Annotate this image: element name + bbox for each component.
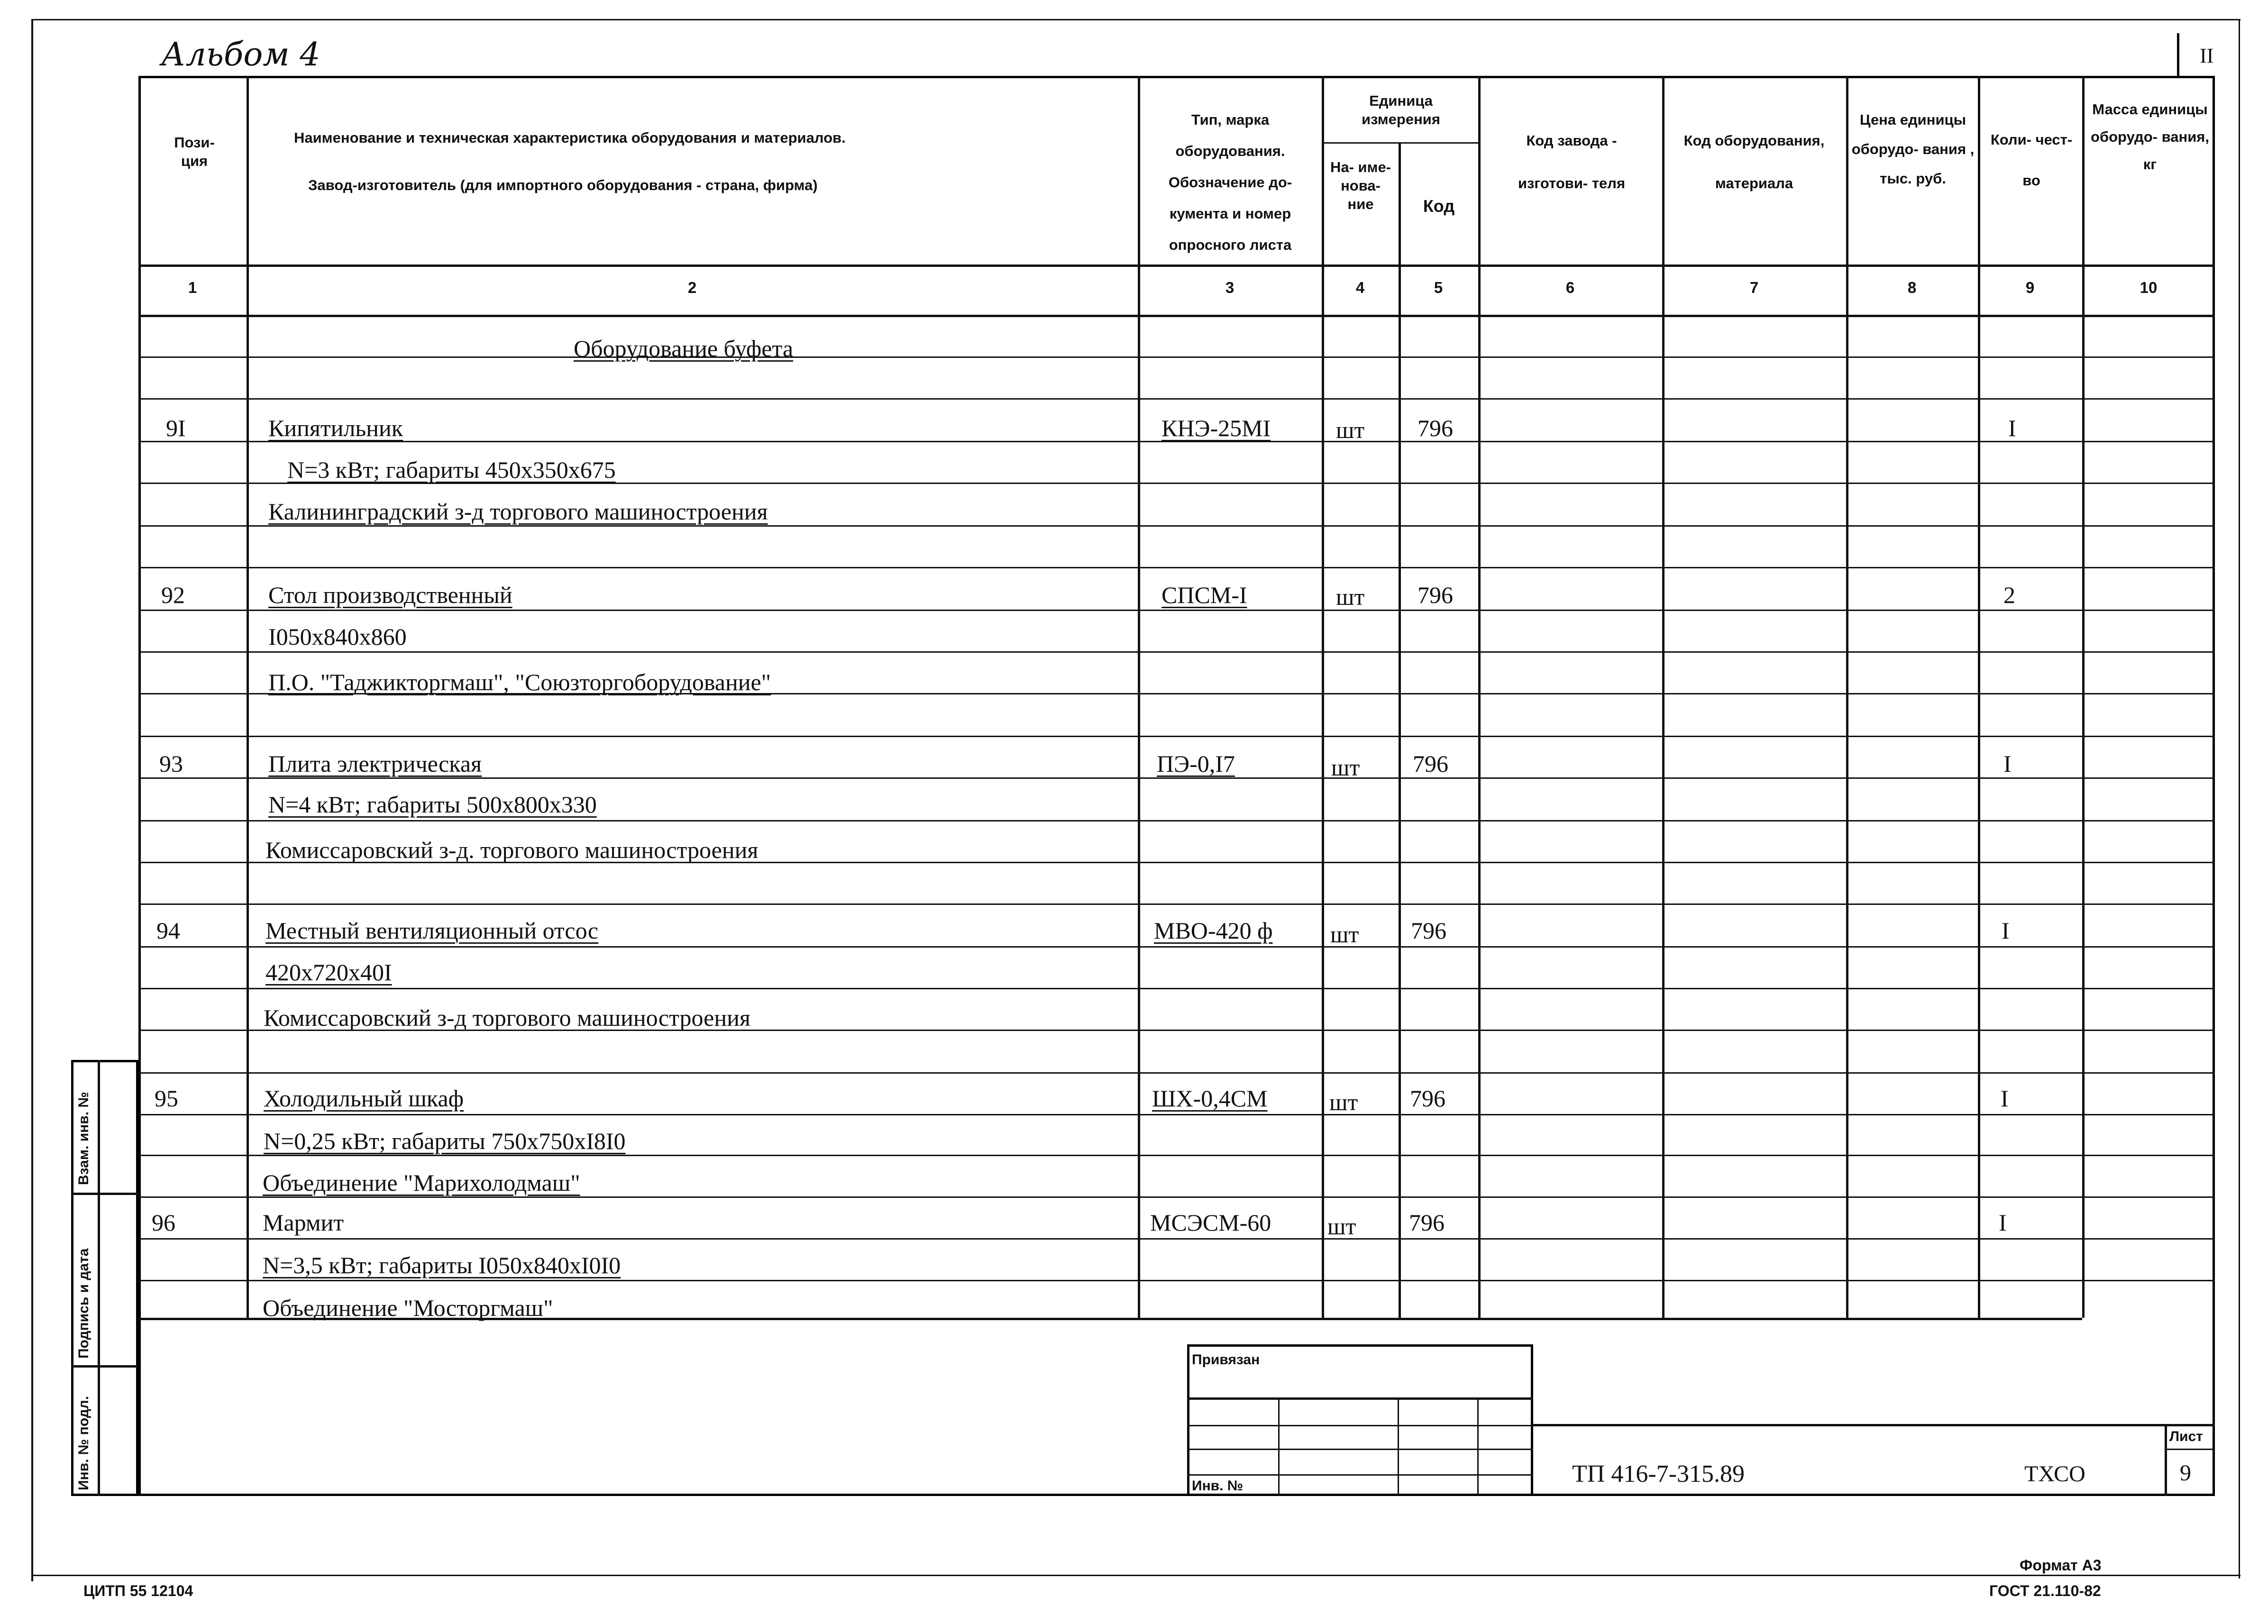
stamp-col-1 — [1278, 1397, 1280, 1496]
side-stamp-divider — [98, 1060, 100, 1496]
colnum-1: 1 — [188, 279, 197, 296]
row-position: 95 — [155, 1085, 178, 1112]
row-spec: N=4 кВт; габариты 500х800х330 — [268, 791, 597, 818]
row-qty: I — [2001, 1085, 2009, 1112]
col-line-1 — [247, 76, 249, 1318]
row-code: 796 — [1411, 917, 1446, 944]
footer-print-code: ЦИТП 55 12104 — [83, 1582, 193, 1599]
inv-no-label: Инв. № — [1192, 1478, 1244, 1494]
footer-gost: ГОСТ 21.110-82 — [1989, 1582, 2101, 1599]
row-code: 796 — [1410, 1085, 1445, 1112]
row-position: 9I — [166, 415, 186, 441]
sheet-label: Лист — [2169, 1429, 2203, 1444]
top-edge — [31, 19, 2241, 20]
col-line-9 — [2082, 76, 2085, 1318]
row-unit: шт — [1327, 1213, 1356, 1240]
header-unit-name: На- име- нова- ние — [1330, 159, 1391, 212]
page-mark: II — [2200, 44, 2214, 67]
stamp-line-1 — [1187, 1397, 1533, 1400]
colnum-bottom-line — [138, 315, 2215, 317]
row-code: 796 — [1409, 1209, 1445, 1236]
colnum-3: 3 — [1225, 279, 1235, 296]
row-name: Плита электрическая — [268, 750, 482, 777]
document-code: ТП 416-7-315.89 — [1572, 1460, 1745, 1487]
right-edge — [2239, 19, 2240, 1578]
row-maker: П.О. "Таджикторгмаш", "Союзторгоборудование" — [268, 669, 771, 695]
row-maker: Калининградский з-д торгового машиностроения — [268, 498, 768, 525]
col-line-8 — [1978, 76, 1980, 1318]
row-maker: Комиссаровский з-д. торгового машиностроения — [265, 837, 759, 863]
row-qty: I — [2008, 415, 2016, 441]
row-type: ШХ-0,4СМ — [1152, 1085, 1268, 1112]
stamp-main-top — [1533, 1424, 2215, 1426]
row-qty: I — [1999, 1209, 2007, 1236]
row-maker: Объединение "Марихолодмаш" — [263, 1169, 580, 1196]
stamp-col-2 — [1398, 1397, 1399, 1496]
row-maker: Комиссаровский з-д торгового машиностроения — [264, 1004, 750, 1031]
header-unit-group: Единица измерения — [1362, 92, 1440, 128]
header-name-line1: Наименование и техническая характеристика оборудования и материалов. — [294, 129, 846, 146]
col-line-7 — [1846, 76, 1848, 1318]
binding-line — [31, 19, 33, 1581]
col-line-3 — [1322, 76, 1324, 1318]
row-code: 796 — [1413, 750, 1448, 777]
col-line-2 — [1138, 76, 1140, 1318]
row-qty: 2 — [2003, 582, 2015, 608]
sheet-label-line — [2165, 1449, 2215, 1450]
header-unit-code: Код — [1423, 196, 1455, 216]
col-line-6 — [1662, 76, 1664, 1318]
section-title: Оборудование буфета — [574, 335, 794, 362]
side-stamp-signature-date: Подпись и дата — [76, 1248, 91, 1359]
row-code: 796 — [1418, 415, 1453, 441]
row-type: СПСМ-I — [1161, 582, 1247, 608]
row-code: 796 — [1418, 582, 1453, 608]
header-price: Цена единицы оборудо- вания , тыс. руб. — [1851, 111, 1975, 187]
header-type: Тип, марка оборудования. Обозначение до- кумента и номер опросного листа — [1168, 111, 1292, 253]
row-position: 94 — [156, 917, 180, 944]
row-name: Кипятильник — [268, 415, 403, 441]
colnum-9: 9 — [2025, 279, 2035, 296]
row-unit: шт — [1336, 584, 1365, 610]
header-quantity: Коли- чест- во — [1990, 131, 2073, 189]
header-position: Пози- ция — [174, 134, 215, 169]
row-position: 93 — [159, 750, 183, 777]
colnum-5: 5 — [1434, 279, 1443, 296]
row-qty: I — [2003, 750, 2012, 777]
side-stamp-sep-1 — [71, 1193, 138, 1195]
row-spec: N=3 кВт; габариты 450х350х675 — [287, 456, 616, 483]
sheet-number: 9 — [2180, 1460, 2191, 1486]
row-type: МВО-420 ф — [1154, 917, 1273, 944]
row-name: Мармит — [263, 1209, 344, 1236]
sheet-col-line — [2165, 1424, 2167, 1496]
stamp-line-2 — [1187, 1425, 1533, 1426]
privyazan-label: Привязан — [1192, 1352, 1260, 1368]
row-spec: I050х840х860 — [268, 623, 407, 650]
side-stamp-sep-2 — [71, 1365, 138, 1368]
colnum-2: 2 — [687, 279, 697, 296]
header-equipment-code: Код оборудования, материала — [1683, 132, 1825, 192]
row-unit: шт — [1331, 754, 1360, 781]
row-spec: N=0,25 кВт; габариты 750х750хI8I0 — [264, 1128, 626, 1154]
footer-format: Формат А3 — [2020, 1557, 2102, 1574]
row-spec: N=3,5 кВт; габариты I050х840хI0I0 — [263, 1252, 621, 1278]
row-position: 96 — [152, 1209, 175, 1236]
colnum-6: 6 — [1565, 279, 1575, 296]
row-unit: шт — [1329, 1089, 1358, 1115]
col-line-5 — [1478, 76, 1481, 1318]
row-unit: шт — [1336, 417, 1365, 443]
col-line-4 — [1399, 142, 1401, 1318]
header-mass: Масса единицы оборудо- вания, кг — [2091, 101, 2209, 173]
section-code: ТХСО — [2024, 1461, 2085, 1487]
row-position: 92 — [161, 582, 185, 608]
header-plant-code: Код завода - изготови- теля — [1518, 132, 1626, 192]
row-type: ПЭ-0,I7 — [1157, 750, 1235, 777]
cut-line — [31, 1575, 2241, 1576]
colnum-8: 8 — [1907, 279, 1917, 296]
album-title: Альбом 4 — [161, 36, 320, 73]
header-bottom-line — [138, 265, 2215, 267]
row-maker: Объединение "Мосторгмаш" — [263, 1295, 553, 1321]
row-qty: I — [2002, 917, 2010, 944]
row-name: Стол производственный — [268, 582, 512, 608]
stamp-line-3 — [1187, 1449, 1533, 1450]
row-type: КНЭ-25МI — [1161, 415, 1271, 441]
side-stamp-orig-inv: Инв. № подл. — [76, 1396, 91, 1490]
stamp-col-3 — [1477, 1397, 1479, 1496]
side-stamp-replace-inv: Взам. инв. № — [76, 1092, 91, 1185]
header-name-line2: Завод-изготовитель (для импортного оборудования - страна, фирма) — [308, 177, 818, 193]
row-spec: 420х720х40I — [265, 959, 392, 985]
colnum-10: 10 — [2140, 279, 2158, 296]
colnum-7: 7 — [1749, 279, 1759, 296]
stamp-line-4 — [1187, 1474, 1533, 1476]
row-unit: шт — [1330, 921, 1359, 948]
row-name: Местный вентиляционный отсос — [265, 917, 599, 944]
colnum-4: 4 — [1355, 279, 1365, 296]
row-name: Холодильный шкаф — [264, 1085, 464, 1112]
row-type: МСЭСМ-60 — [1150, 1209, 1271, 1236]
